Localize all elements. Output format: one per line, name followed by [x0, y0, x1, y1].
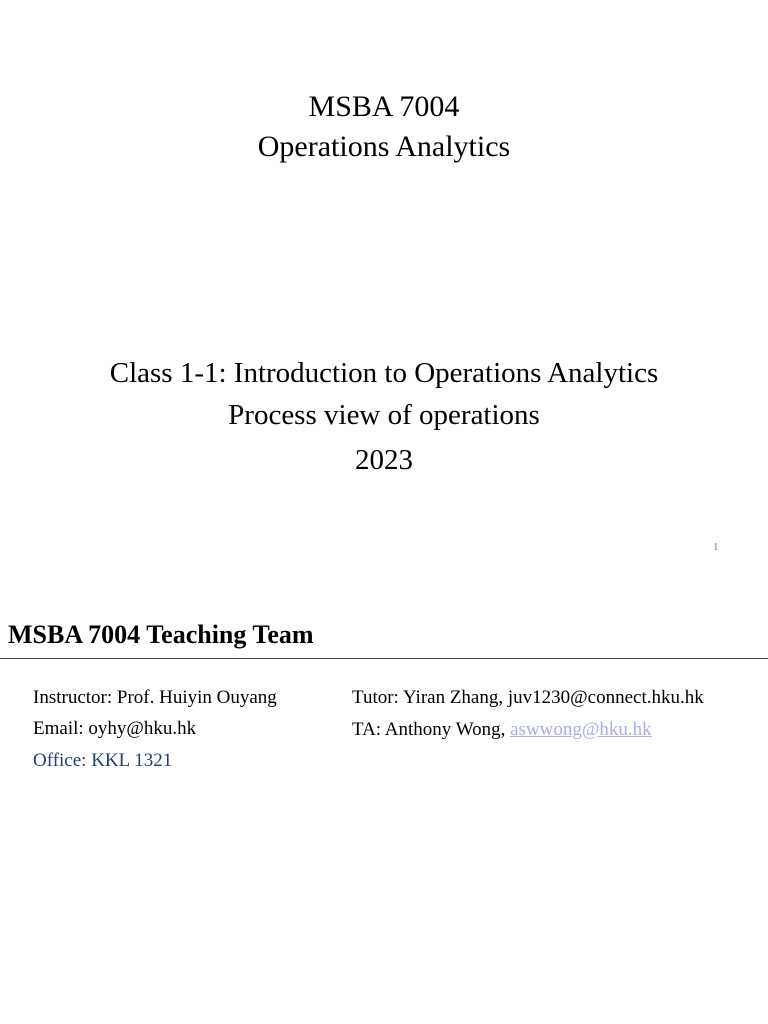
ta-info [352, 718, 652, 742]
ta-label: TA: Anthony Wong, [352, 719, 511, 740]
team-heading: MSBA 7004 Teaching Team [8, 620, 314, 649]
course-name: Operations Analytics [257, 130, 511, 163]
ta-email-link[interactable]: aswwong@hku.hk [510, 719, 652, 740]
instructor-email: Email: oyhy@hku.hk [33, 718, 197, 739]
class-subtitle: Process view of operations [228, 399, 540, 431]
class-title: Class 1-1: Introduction to Operations Analytics [109, 357, 659, 389]
page-number: 1 [713, 541, 719, 553]
instructor-office: Office: KKL 1321 [33, 750, 173, 771]
instructor-info: Instructor: Prof. Huiyin Ouyang [33, 687, 277, 708]
course-code: MSBA 7004 [308, 90, 460, 123]
heading-divider [0, 658, 768, 659]
teaching-team-slide [0, 590, 768, 1024]
class-year: 2023 [355, 444, 413, 476]
tutor-info: Tutor: Yiran Zhang, juv1230@connect.hku.hk [352, 687, 704, 708]
